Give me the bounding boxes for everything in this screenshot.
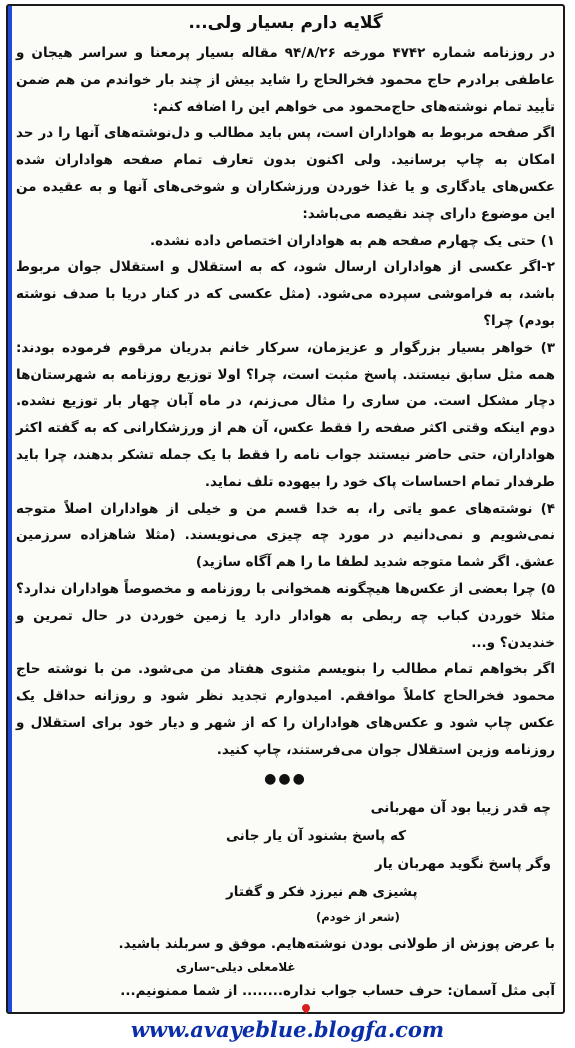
article-box [6,4,565,1014]
website-link[interactable]: www.avayeblue.blogfa.com [130,1017,445,1042]
poem-credit: (شعر از خودم) [316,909,400,924]
paragraph-point-1: ۱) حتی یک چهارم صفحه هم به هواداران اختصاص داده نشده. [150,232,555,249]
poem-line-2: که پاسخ بشنود آن یار جانی [226,827,406,844]
poem-line-1: چه قدر زیبا بود آن مهربانی [370,799,551,816]
closing-line: با عرض پوزش از طولانی بودن نوشته‌هایم. موفق و سربلند باشید. [118,935,555,952]
article-content [16,12,555,1004]
separator: ●●● [264,770,307,787]
author-signature: غلامعلی دیلی-ساری [176,959,296,974]
paragraph-main: اگر صفحه مربوط به هواداران است، پس باید مطالب و دل‌نوشته‌های آنها را در حد امکان به چاپ برسانید. ولی اکنون بدون تعارف تمام صفحه هواداران شده عکس‌های یادگاری و یا غذا خوردن ورزشکاران و شوخی‌های آنها و به عقیده من این موضوع دارای چند نقیصه می‌باشد: [16,125,555,222]
editor-reply: آبی مثل آسمان: حرف حساب جواب نداره........ از شما ممنونیم... [120,982,555,999]
paragraph-point-3: ۳) خواهر بسیار بزرگوار و عزیزمان، سرکار خانم بدریان مرقوم فرموده بودند: همه مثل سابق نیستند. پاسخ مثبت است، چرا؟ اولا توزیع روزنامه به شهرستان‌ها دچار مشکل است. من ساری را مثال می‌زنم، در ماه آبان چهار بار توزیع نشده. دوم اینکه وقتی اکثر صفحه را فقط عکس، آن هم از ورزشکارانی که به گفته اکثر هواداران، حتی حاضر نیستند جواب نامه را فقط با یک جمله تشکر بدهند، چرا باید طرفدار تمام احساسات پاک خود را بیهوده تلف نماید. [16,339,555,490]
paragraph-intro: در روزنامه شماره ۴۷۴۲ مورخه ۹۴/۸/۲۶ مقاله بسیار پرمعنا و سراسر هیجان و عاطفی برادرم حاج محمود فخرالحاج را شاید بیش از چند بار خواندم من هم ضمن تأیید تمام نوشته‌های حاج‌محمود می خواهم این را اضافه کنم: [16,45,555,115]
paragraph-conclusion: اگر بخواهم تمام مطالب را بنویسم مثنوی هفتاد من می‌شود. من با نوشته حاج محمود فخرالحاج کاملاً موافقم. امیدوارم تجدید نظر شود و روزانه حداقل یک عکس چاپ شود و عکس‌های هواداران را که از شهر و دیار خود برای استقلال و روزنامه وزین استقلال جوان می‌فرستند، چاپ کنید. [16,661,555,758]
accent-bar [8,6,12,1012]
poem-line-4: پشیزی هم نیرزد فکر و گفتار [226,883,418,900]
poem-line-3: وگر پاسخ نگوید مهربان یار [374,855,551,872]
paragraph-point-4: ۴) نوشته‌های عمو یاتی را، به خدا قسم من و خیلی از هواداران اصلاً متوجه نمی‌شویم و نمی‌دانیم در مورد چه چیزی می‌نویسند. (مثلا شاهزاده سرزمین عشق. اگر شما متوجه شدید لطفا ما را هم آگاه سازید) [16,500,555,571]
article-title: گلایه دارم بسیار ولی... [188,13,383,33]
paragraph-point-5: ۵) چرا بعضی از عکس‌ها هیچگونه همخوانی با روزنامه و مخصوصاً هواداران ندارد؟ مثلا خوردن کباب چه ربطی به هوادار دارد یا زمین خوردن در حال تمرین و خندیدن؟ و... [16,580,555,651]
paragraph-point-2: ۲-اگر عکسی از هواداران ارسال شود، که به استقلال و استقلال جوان مربوط باشد، به فراموشی سپرده می‌شود. (مثل عکسی که در کنار دریا با صدف نوشته بودم) چرا؟ [16,259,555,329]
